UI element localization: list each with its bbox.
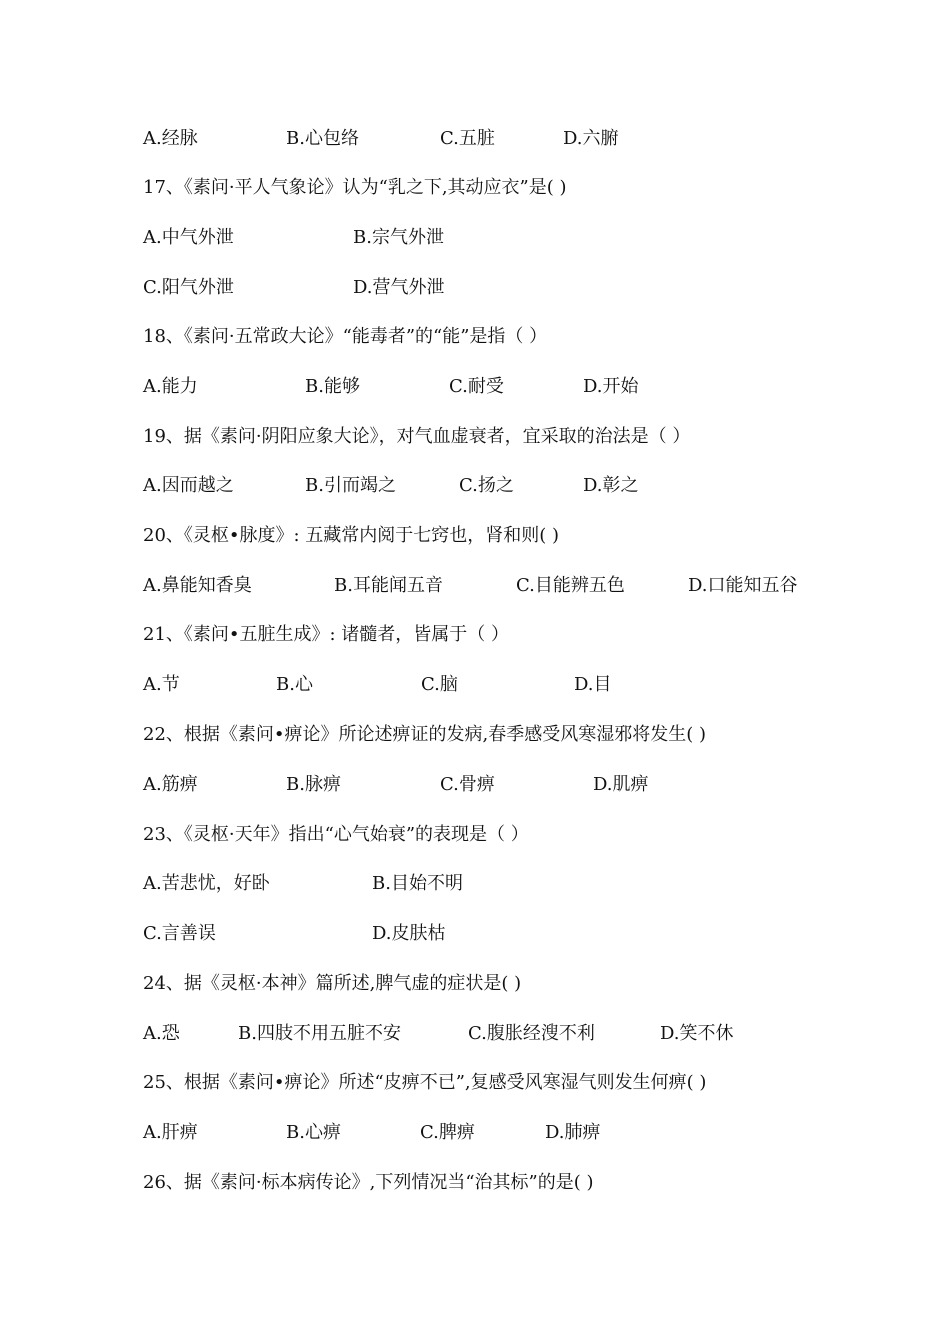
answer-option: C.阳气外泄 [143, 277, 234, 298]
question-text: 24、据《灵枢·本神》篇所述,脾气虚的症状是( ) [143, 973, 522, 994]
answer-option: D.六腑 [563, 128, 619, 149]
answer-option: B.四肢不用五脏不安 [238, 1023, 401, 1044]
question-text: 21、《素问•五脏生成》: 诸髓者，皆属于（ ） [143, 624, 510, 645]
answer-option: D.目 [574, 674, 612, 695]
question-text: 19、据《素问·阴阳应象大论》，对气血虚衰者，宜采取的治法是（ ） [143, 426, 691, 447]
options-row [143, 1019, 910, 1049]
answer-option: D.彰之 [583, 475, 639, 496]
answer-option: A.筋痹 [143, 774, 198, 795]
answer-option: A.鼻能知香臭 [143, 575, 252, 596]
options-row [143, 869, 910, 899]
answer-option: C.脾痹 [420, 1122, 475, 1143]
options-row [143, 770, 910, 800]
answer-option: B.心 [276, 674, 313, 695]
options-row [143, 571, 910, 601]
answer-option: A.经脉 [143, 128, 198, 149]
answer-option: C.腹胀经溲不利 [468, 1023, 595, 1044]
answer-option: B.心包络 [286, 128, 359, 149]
answer-option: B.脉痹 [286, 774, 341, 795]
options-row [143, 919, 910, 949]
answer-option: B.宗气外泄 [353, 227, 444, 248]
answer-option: C.扬之 [459, 475, 514, 496]
answer-option: A.因而越之 [143, 475, 234, 496]
answer-option: A.能力 [143, 376, 198, 397]
options-row [143, 273, 910, 303]
answer-option: C.耐受 [449, 376, 504, 397]
answer-option: A.苦悲忧，好卧 [143, 873, 270, 894]
answer-option: B.心痹 [286, 1122, 341, 1143]
options-row [143, 124, 910, 154]
answer-option: B.目始不明 [372, 873, 463, 894]
question-text: 26、据《素问·标本病传论》,下列情况当“治其标”的是( ) [143, 1172, 594, 1193]
answer-option: A.肝痹 [143, 1122, 198, 1143]
options-row [143, 223, 910, 253]
answer-option: A.恐 [143, 1023, 180, 1044]
question-text: 22、根据《素问•痹论》所论述痹证的发病,春季感受风寒湿邪将发生( ) [143, 724, 707, 745]
answer-option: D.营气外泄 [353, 277, 445, 298]
answer-option: B.能够 [305, 376, 360, 397]
answer-option: C.言善误 [143, 923, 216, 944]
answer-option: B.耳能闻五音 [334, 575, 443, 596]
answer-option: D.口能知五谷 [688, 575, 798, 596]
answer-option: D.笑不休 [660, 1023, 734, 1044]
options-row [143, 471, 910, 501]
answer-option: C.脑 [421, 674, 458, 695]
question-text: 18、《素问·五常政大论》“能毒者”的“能”是指（ ） [143, 326, 548, 347]
answer-option: C.五脏 [440, 128, 495, 149]
answer-option: B.引而竭之 [305, 475, 396, 496]
answer-option: D.肌痹 [593, 774, 649, 795]
answer-option: D.皮肤枯 [372, 923, 446, 944]
question-text: 25、根据《素问•痹论》所述“皮痹不已”,复感受风寒湿气则发生何痹( ) [143, 1072, 707, 1093]
options-row [143, 1118, 910, 1148]
answer-option: A.中气外泄 [143, 227, 234, 248]
answer-option: A.节 [143, 674, 180, 695]
answer-option: D.肺痹 [545, 1122, 601, 1143]
answer-option: C.目能辨五色 [516, 575, 625, 596]
options-row [143, 670, 910, 700]
question-text: 20、《灵枢•脉度》: 五藏常内阅于七窍也，肾和则( ) [143, 525, 560, 546]
question-text: 17、《素问·平人气象论》认为“乳之下,其动应衣”是( ) [143, 177, 567, 198]
answer-option: D.开始 [583, 376, 639, 397]
answer-option: C.骨痹 [440, 774, 495, 795]
question-text: 23、《灵枢·天年》指出“心气始衰”的表现是（ ） [143, 824, 529, 845]
options-row [143, 372, 910, 402]
